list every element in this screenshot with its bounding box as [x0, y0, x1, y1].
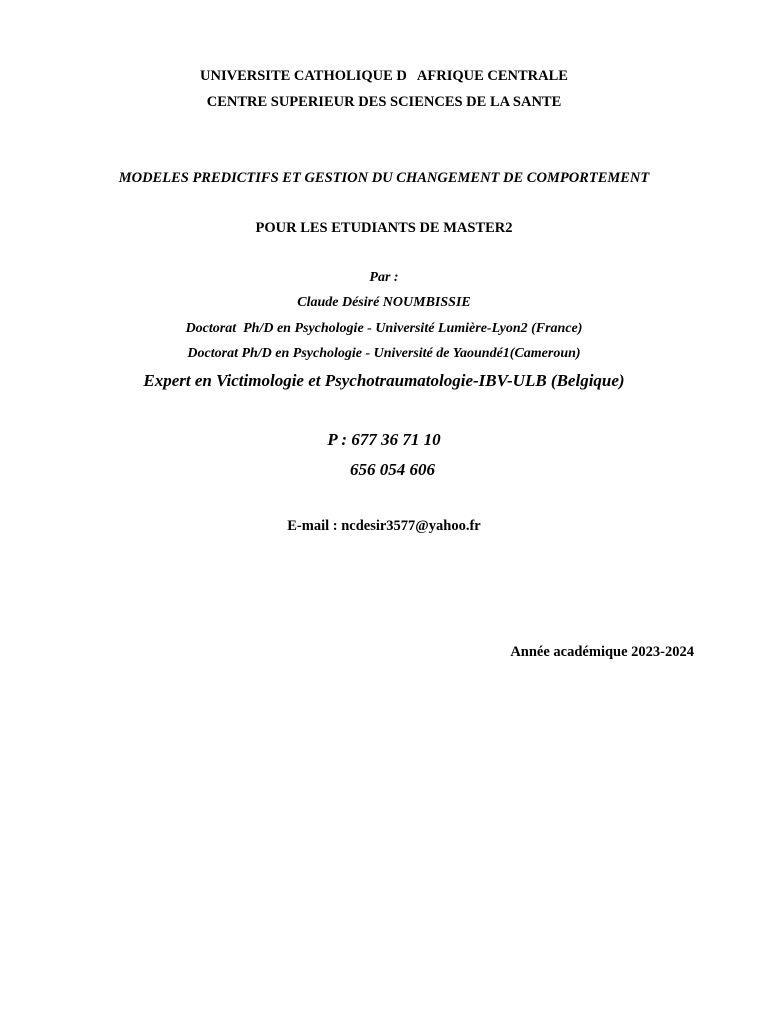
author-expertise: Expert en Victimologie et Psychotraumatologie-IBV-ULB (Belgique) [143, 371, 625, 390]
email-address: E-mail : ncdesir3577@yahoo.fr [287, 518, 481, 534]
author-degree-1: Doctorat Ph/D en Psychologie - Université Lumière-Lyon2 (France) [185, 321, 583, 336]
university-name: UNIVERSITE CATHOLIQUE D AFRIQUE CENTRALE [200, 68, 568, 84]
academic-year: Année académique 2023-2024 [510, 644, 694, 660]
centre-name: CENTRE SUPERIEUR DES SCIENCES DE LA SANTE [206, 94, 562, 110]
phone-number-1: P : 677 36 71 10 [327, 430, 441, 449]
author-degree-2: Doctorat Ph/D en Psychologie - Université de Yaoundé1(Cameroun) [187, 346, 581, 361]
author-name: Claude Désiré NOUMBISSIE [297, 295, 471, 310]
course-audience: POUR LES ETUDIANTS DE MASTER2 [255, 220, 513, 236]
course-title: MODELES PREDICTIFS ET GESTION DU CHANGEMENT DE COMPORTEMENT [118, 170, 650, 186]
by-label: Par : [369, 270, 399, 285]
phone-number-2: 656 054 606 [350, 460, 435, 479]
